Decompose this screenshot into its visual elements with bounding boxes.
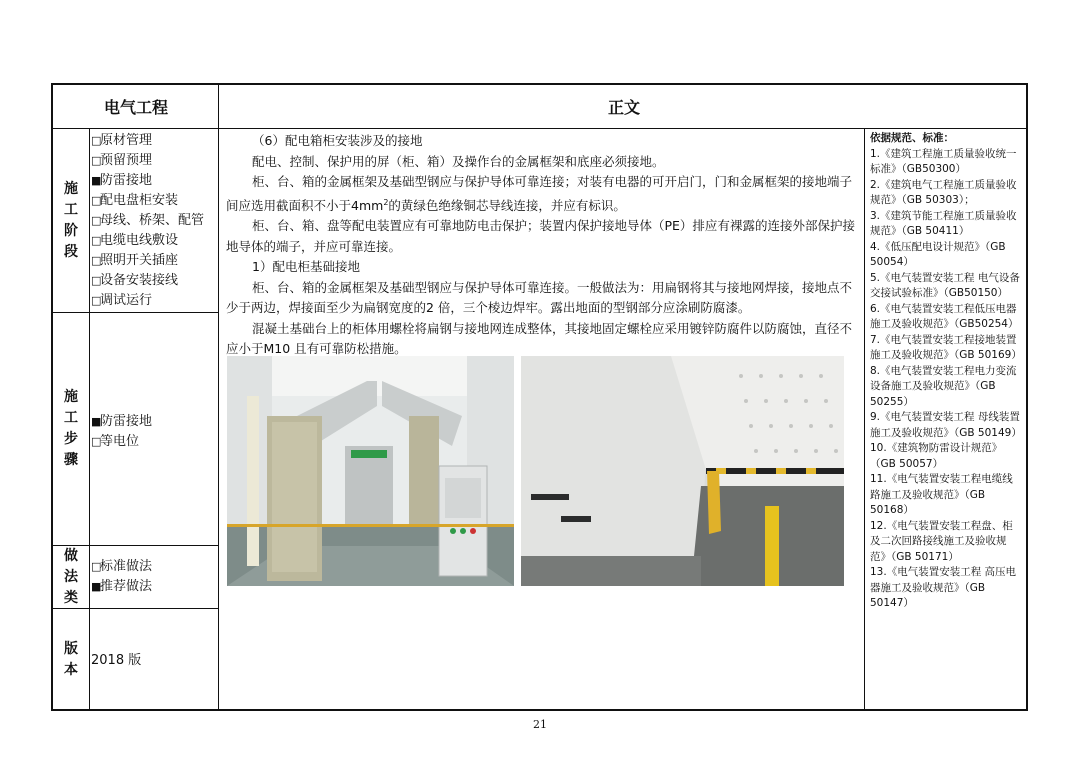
checklist-item bbox=[91, 191, 204, 211]
checkbox-icon: ■ bbox=[91, 174, 102, 187]
checklist-item-label: 推荐做法 bbox=[100, 579, 153, 594]
checkbox-icon: ■ bbox=[91, 415, 102, 428]
reference-item: 7.《电气装置安装工程接地装置施工及验收规范》（GB 50169） bbox=[870, 333, 1022, 361]
checklist-item-label: 防雷接地 bbox=[100, 173, 153, 188]
checkbox-icon: □ bbox=[91, 294, 102, 307]
header-left-title: 电气工程 bbox=[104, 98, 169, 117]
checklist-item-label: 原材管理 bbox=[100, 133, 153, 148]
paragraph: 配电、控制、保护用的屏（柜、箱）及操作台的金属框架和底座必须接地。 bbox=[252, 153, 665, 169]
main-content bbox=[226, 131, 858, 360]
checklist-item bbox=[91, 432, 152, 452]
phase-checklist bbox=[91, 131, 204, 311]
checklist-item-label: 母线、桥架、配管 bbox=[100, 213, 205, 228]
checkbox-icon: □ bbox=[91, 560, 102, 573]
checklist-item bbox=[91, 412, 152, 432]
paragraph: 柜、台、箱的金属框架及基础型钢应与保护导体可靠连接；对装有电器的可开启门，门和金属框架的接地端子间应选用截面积不小于$4mm^2$的黄绿色绝缘铜芯导线连接，并应有标识。 bbox=[226, 174, 853, 213]
checkbox-icon: □ bbox=[91, 435, 102, 448]
reference-item: 9.《电气装置安装工程 母线装置施工及验收规范》（GB 50149） bbox=[870, 411, 1022, 439]
reference-item: 2.《建筑电气工程施工质量验收规范》（GB 50303）； bbox=[870, 178, 1017, 206]
checklist-item bbox=[91, 557, 152, 577]
checkbox-icon: □ bbox=[91, 234, 102, 247]
checkbox-icon: ■ bbox=[91, 580, 102, 593]
reference-item: 8.《电气装置安装工程电力变流设备施工及验收规范》（GB 50255） bbox=[870, 364, 1017, 408]
reference-item: 11.《电气装置安装工程电缆线路施工及验收规范》（GB 50168） bbox=[870, 473, 1013, 516]
cabinet-room-photo bbox=[227, 356, 514, 586]
reference-item: 12.《电气装置安装工程盘、柜及二次回路接线施工及验收规范》（GB 50171） bbox=[870, 519, 1013, 563]
page-number: 21 bbox=[533, 718, 547, 731]
checklist-item-label: 电缆电线敷设 bbox=[100, 233, 179, 248]
version-value: 2018 版 bbox=[91, 653, 142, 668]
checklist-item-label: 标准做法 bbox=[100, 559, 153, 574]
header-right-title: 正文 bbox=[608, 98, 641, 117]
checkbox-icon: □ bbox=[91, 154, 102, 167]
checkbox-icon: □ bbox=[91, 214, 102, 227]
checklist-item bbox=[91, 171, 204, 191]
grounding-detail-photo bbox=[521, 356, 844, 586]
checklist-item-label: 设备安装接线 bbox=[100, 273, 179, 288]
reference-item: 4.《低压配电设计规范》（GB 50054） bbox=[870, 240, 1006, 268]
checklist-item bbox=[91, 577, 152, 597]
reference-item: 5.《电气装置安装工程 电气设备交接试验标准》（GB50150） bbox=[870, 271, 1020, 299]
checklist-item-label: 等电位 bbox=[100, 434, 140, 449]
method-checklist bbox=[91, 557, 152, 597]
reference-item: 13.《电气装置安装工程 高压电器施工及验收规范》（GB 50147） bbox=[870, 566, 1017, 609]
version-row-label: 版本 bbox=[64, 641, 78, 678]
paragraph: 柜、台、箱的金属框架及基础型钢应与保护导体可靠连接。一般做法为：用扁钢将其与接地网焊接，接地点不少于两边，焊接面至少为扁钢宽度的2 倍，三个棱边焊牢。露出地面的型钢部分应涂刷防腐漆。 bbox=[226, 279, 853, 316]
references-divider bbox=[864, 128, 865, 711]
reference-item: 1.《建筑工程施工质量验收统一标准》（GB50300） bbox=[870, 147, 1017, 175]
checklist-item-label: 防雷接地 bbox=[100, 414, 153, 429]
step-checklist bbox=[91, 412, 152, 452]
checklist-item-label: 预留预埋 bbox=[100, 153, 153, 168]
reference-item: 3.《建筑节能工程施工质量验收规范》（GB 50411） bbox=[870, 209, 1017, 237]
reference-item: 10.《建筑物防雷设计规范》（GB 50057） bbox=[870, 442, 1003, 470]
references-panel bbox=[870, 131, 1022, 612]
header-divider bbox=[51, 128, 1028, 129]
checklist-item bbox=[91, 271, 204, 291]
checklist-item-label: 照明开关插座 bbox=[100, 253, 179, 268]
paragraph: 柜、台、箱、盘等配电装置应有可靠地防电击保护；装置内保护接地导体（PE）排应有裸露的连接外部保护接地导体的端子，并应可靠连接。 bbox=[226, 218, 855, 254]
step-row-label: 施工步骤 bbox=[64, 389, 78, 468]
checklist-item bbox=[91, 291, 204, 311]
paragraph: 混凝土基础台上的柜体用螺栓将扁钢与接地网连成整体，其接地固定螺栓应采用镀锌防腐件以防腐蚀，直径不应小于M10 且有可靠防松措施。 bbox=[226, 320, 853, 357]
subheading: 1）配电柜基础接地 bbox=[252, 259, 360, 275]
method-row-label: 做法类 bbox=[64, 547, 78, 606]
checkbox-icon: □ bbox=[91, 134, 102, 147]
checklist-item-label: 调试运行 bbox=[100, 293, 153, 308]
checklist-item bbox=[91, 131, 204, 151]
references-title: 依据规范、标准： bbox=[870, 132, 954, 144]
phase-row-label: 施工阶段 bbox=[64, 181, 78, 260]
sidebar-divider bbox=[218, 83, 219, 711]
section-heading: （6）配电箱柜安装涉及的接地 bbox=[252, 133, 423, 148]
checklist-item-label: 配电盘柜安装 bbox=[100, 193, 179, 208]
checklist-item bbox=[91, 151, 204, 171]
checklist-item bbox=[91, 211, 204, 231]
checkbox-icon: □ bbox=[91, 254, 102, 267]
checklist-item bbox=[91, 251, 204, 271]
checklist-item bbox=[91, 231, 204, 251]
reference-item: 6.《电气装置安装工程低压电器施工及验收规范》（GB50254） bbox=[870, 302, 1019, 330]
checkbox-icon: □ bbox=[91, 274, 102, 287]
checkbox-icon: □ bbox=[91, 194, 102, 207]
